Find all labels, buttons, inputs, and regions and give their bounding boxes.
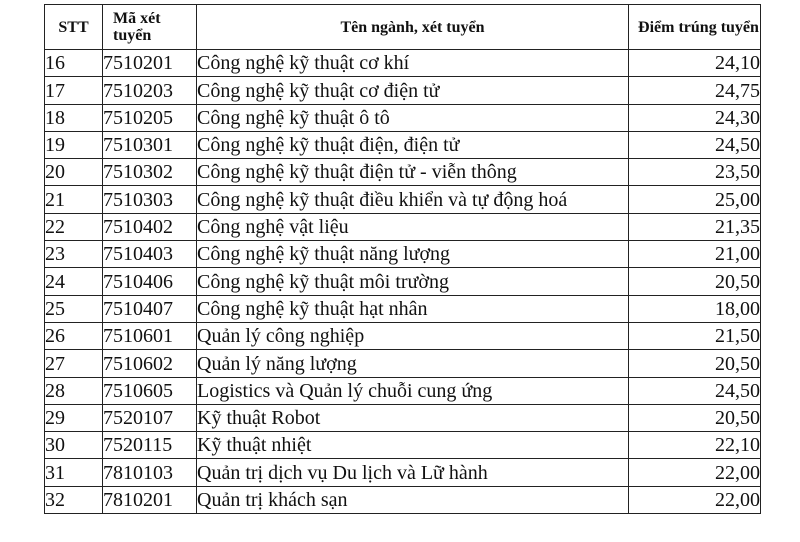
table-row — [45, 104, 761, 131]
cell-stt: 22 — [45, 213, 103, 240]
cell-score: 24,30 — [629, 104, 761, 131]
header-score: Điểm trúng tuyển — [629, 5, 761, 50]
cell-score: 18,00 — [629, 295, 761, 322]
cell-code: 7510601 — [103, 322, 197, 349]
cell-code: 7520115 — [103, 432, 197, 459]
cell-code: 7810103 — [103, 459, 197, 486]
table-row — [45, 295, 761, 322]
cell-name: Quản trị khách sạn — [197, 486, 629, 513]
cell-stt: 23 — [45, 241, 103, 268]
table-row — [45, 404, 761, 431]
table-row — [45, 77, 761, 104]
cell-code: 7510303 — [103, 186, 197, 213]
cell-stt: 27 — [45, 350, 103, 377]
cell-name: Công nghệ kỹ thuật ô tô — [197, 104, 629, 131]
cell-score: 23,50 — [629, 159, 761, 186]
table-header — [45, 5, 761, 50]
header-name: Tên ngành, xét tuyển — [197, 5, 629, 50]
cell-code: 7510406 — [103, 268, 197, 295]
cell-score: 24,50 — [629, 377, 761, 404]
cell-score: 22,10 — [629, 432, 761, 459]
table-row — [45, 432, 761, 459]
table-row — [45, 131, 761, 158]
cell-stt: 28 — [45, 377, 103, 404]
cell-name: Công nghệ kỹ thuật điện, điện tử — [197, 131, 629, 158]
cell-name: Quản lý năng lượng — [197, 350, 629, 377]
cell-code: 7510602 — [103, 350, 197, 377]
cell-score: 24,10 — [629, 50, 761, 77]
table-row — [45, 459, 761, 486]
cell-score: 21,50 — [629, 322, 761, 349]
cell-score: 21,35 — [629, 213, 761, 240]
cell-score: 22,00 — [629, 459, 761, 486]
cell-code: 7510605 — [103, 377, 197, 404]
table-row — [45, 268, 761, 295]
cell-name: Công nghệ vật liệu — [197, 213, 629, 240]
cell-code: 7520107 — [103, 404, 197, 431]
cell-code: 7510407 — [103, 295, 197, 322]
cell-stt: 25 — [45, 295, 103, 322]
admission-scores-table — [44, 4, 761, 514]
cell-name: Kỹ thuật nhiệt — [197, 432, 629, 459]
cell-stt: 17 — [45, 77, 103, 104]
cell-stt: 29 — [45, 404, 103, 431]
cell-stt: 18 — [45, 104, 103, 131]
table-row — [45, 322, 761, 349]
table-row — [45, 377, 761, 404]
cell-name: Quản trị dịch vụ Du lịch và Lữ hành — [197, 459, 629, 486]
cell-stt: 32 — [45, 486, 103, 513]
cell-name: Công nghệ kỹ thuật môi trường — [197, 268, 629, 295]
cell-score: 24,50 — [629, 131, 761, 158]
header-code: Mã xét tuyển — [103, 5, 197, 50]
cell-stt: 20 — [45, 159, 103, 186]
cell-score: 25,00 — [629, 186, 761, 213]
cell-code: 7510205 — [103, 104, 197, 131]
cell-code: 7510403 — [103, 241, 197, 268]
cell-code: 7510301 — [103, 131, 197, 158]
cell-name: Kỹ thuật Robot — [197, 404, 629, 431]
cell-code: 7510203 — [103, 77, 197, 104]
table-row — [45, 241, 761, 268]
cell-name: Logistics và Quản lý chuỗi cung ứng — [197, 377, 629, 404]
cell-code: 7510302 — [103, 159, 197, 186]
cell-name: Công nghệ kỹ thuật cơ khí — [197, 50, 629, 77]
cell-name: Công nghệ kỹ thuật điện tử - viễn thông — [197, 159, 629, 186]
cell-stt: 24 — [45, 268, 103, 295]
cell-stt: 26 — [45, 322, 103, 349]
cell-name: Quản lý công nghiệp — [197, 322, 629, 349]
cell-score: 24,75 — [629, 77, 761, 104]
cell-code: 7510402 — [103, 213, 197, 240]
table-row — [45, 213, 761, 240]
cell-score: 20,50 — [629, 350, 761, 377]
cell-stt: 19 — [45, 131, 103, 158]
cell-stt: 16 — [45, 50, 103, 77]
cell-stt: 31 — [45, 459, 103, 486]
cell-score: 21,00 — [629, 241, 761, 268]
table-body — [45, 50, 761, 514]
cell-name: Công nghệ kỹ thuật điều khiển và tự động hoá — [197, 186, 629, 213]
cell-score: 20,50 — [629, 268, 761, 295]
cell-name: Công nghệ kỹ thuật năng lượng — [197, 241, 629, 268]
cell-name: Công nghệ kỹ thuật cơ điện tử — [197, 77, 629, 104]
table-row — [45, 159, 761, 186]
cell-score: 22,00 — [629, 486, 761, 513]
cell-score: 20,50 — [629, 404, 761, 431]
cell-name: Công nghệ kỹ thuật hạt nhân — [197, 295, 629, 322]
table-row — [45, 50, 761, 77]
cell-stt: 21 — [45, 186, 103, 213]
table-row — [45, 486, 761, 513]
cell-stt: 30 — [45, 432, 103, 459]
header-stt: STT — [45, 5, 103, 50]
cell-code: 7810201 — [103, 486, 197, 513]
cell-code: 7510201 — [103, 50, 197, 77]
table-row — [45, 350, 761, 377]
table-row — [45, 186, 761, 213]
header-row — [45, 5, 761, 50]
